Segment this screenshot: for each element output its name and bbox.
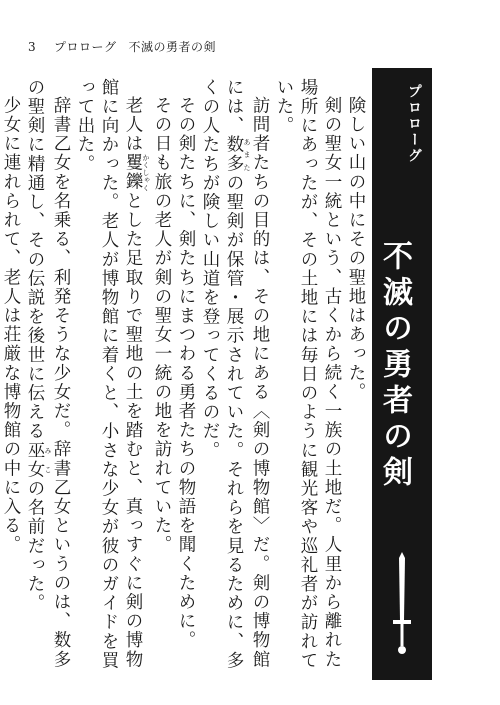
ruby-amata-reading: あまた [243, 135, 251, 174]
paragraph-2: 剣の聖女一統という、古くから続く一族の土地だ。人里から離れた場所にあったが、その土地には毎日のように観光客や巡礼者が訪れていた。 [274, 78, 342, 671]
body-text [1, 78, 368, 678]
paragraph-1: 険しい山の中にその聖地はあった。 [346, 95, 366, 402]
ruby-miko-base: 巫女 [25, 440, 45, 480]
ruby-amata-base: 数多 [224, 135, 244, 174]
page-number: 3 [28, 40, 37, 54]
running-head-title: 不滅の勇者の剣 [128, 40, 217, 54]
paragraph-6 [73, 78, 150, 678]
paragraph-8: 少女に連れられて、老人は荘厳な博物館の中に入る。 [1, 95, 21, 554]
paragraph-3-before: 訪問者たちの目的は、その地にある〈剣の博物館〉だ。剣の博物館には、 [224, 78, 270, 669]
paragraph-7 [23, 78, 73, 678]
ruby-kakushaku-reading: かくしゃく [142, 152, 150, 191]
paragraph-4: その剣たちに、剣たちにまつわる勇者たちの物語を聞くために。 [176, 95, 196, 650]
paragraph-3-after: の聖剣が保管・展示されていた。それらを見るために、多くの人たちが険しい山道を登ってくるのだ。 [200, 78, 244, 671]
paragraph-5: その日も旅の老人が剣の聖女一統の地を訪れていた。 [152, 95, 172, 554]
chapter-kicker: プロローグ [406, 84, 422, 164]
paragraph-6-after: とした足取りで聖地の土を踏むと、真っすぐに剣の博物館に向かった。老人が博物館に着くと、小さな少女が彼のガイドを買って出た。 [75, 78, 143, 671]
chapter-title-band [372, 68, 432, 680]
running-head [28, 38, 216, 55]
ruby-amata [224, 135, 251, 174]
paragraph-7-after: の名前だった。 [25, 479, 45, 613]
ruby-kakushaku [123, 152, 150, 192]
ruby-miko-reading: みこ [44, 440, 52, 480]
ruby-miko [25, 440, 52, 480]
paragraph-3 [198, 78, 272, 678]
chapter-title: 不滅の勇者の剣 [377, 240, 412, 492]
paragraph-7-before: 辞書乙女を名乗る、利発そうな少女だ。辞書乙女というのは、数多の聖剣に精通し、その伝説を後世に伝える [25, 78, 71, 669]
running-head-section: プロローグ [54, 40, 117, 54]
paragraph-6-before: 老人は [123, 95, 143, 153]
ruby-kakushaku-base: 矍鑠 [123, 152, 143, 192]
sword-icon [390, 550, 414, 660]
